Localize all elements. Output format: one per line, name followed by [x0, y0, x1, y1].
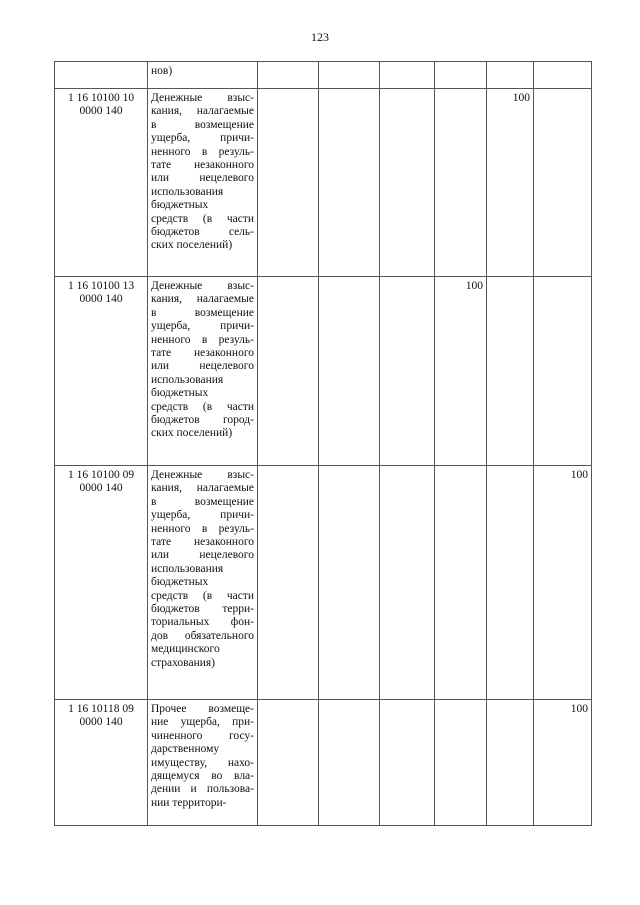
revenue-name-cell [148, 700, 258, 826]
name-line: ненного в резуль- [151, 333, 254, 346]
budget-code-cell: 1 16 10100 10 0000 140 [55, 89, 148, 277]
value-cell [534, 277, 592, 466]
name-line: бюджетов сель- [151, 226, 254, 239]
value-cell [380, 62, 435, 89]
value-cell [534, 62, 592, 89]
value-cell [258, 700, 319, 826]
name-line: средств (в части [151, 589, 254, 602]
name-line: Прочее возмеще- [151, 703, 254, 715]
name-line: ненного в резуль- [151, 145, 254, 158]
name-line: Денежные взыс- [151, 280, 254, 292]
value-cell: 100 [534, 466, 592, 700]
name-line: бюджетов город- [151, 414, 254, 427]
table-row [55, 62, 592, 89]
name-line: тате незаконного [151, 159, 254, 172]
name-line: дящемуся во вла- [151, 770, 254, 783]
value-cell [435, 700, 487, 826]
value-cell [534, 89, 592, 277]
name-line: бюджетных [151, 387, 209, 400]
budget-code-cell: 1 16 10118 09 0000 140 [55, 700, 148, 826]
value-cell: 100 [487, 89, 534, 277]
name-line: страхования) [151, 656, 215, 669]
name-line: медицинского [151, 643, 220, 656]
name-line: или нецелевого [151, 360, 254, 373]
budget-code-cell: 1 16 10100 13 0000 140 [55, 277, 148, 466]
value-cell [319, 277, 380, 466]
name-line: средств (в части [151, 212, 254, 225]
name-line: ненного в резуль- [151, 522, 254, 535]
name-line: ущерба, причи- [151, 132, 254, 145]
name-line: дении и пользова- [151, 783, 254, 796]
revenue-name-cell [148, 466, 258, 700]
name-line: использования [151, 373, 224, 386]
name-line: нов) [151, 65, 173, 77]
table-body [55, 62, 592, 826]
value-cell [487, 466, 534, 700]
revenue-table [54, 61, 592, 826]
table-row [55, 277, 592, 466]
name-line: дарственному [151, 743, 220, 756]
value-cell: 100 [435, 277, 487, 466]
value-cell [380, 466, 435, 700]
value-cell [487, 700, 534, 826]
value-cell [258, 466, 319, 700]
name-line: в возмещение [151, 118, 254, 131]
value-cell [319, 466, 380, 700]
value-cell [487, 62, 534, 89]
name-line: ских поселений) [151, 239, 233, 252]
value-cell [258, 62, 319, 89]
name-line: Денежные взыс- [151, 469, 254, 481]
name-line: чиненного госу- [151, 729, 254, 742]
value-cell [319, 700, 380, 826]
name-line: имуществу, нахо- [151, 756, 254, 769]
page-number: 123 [311, 30, 329, 44]
revenue-name-cell [148, 277, 258, 466]
name-line: нии территори- [151, 796, 227, 809]
value-cell [435, 62, 487, 89]
value-cell [319, 62, 380, 89]
value-cell [435, 466, 487, 700]
name-line: использования [151, 185, 224, 198]
name-line: кания, налагаемые [151, 105, 254, 118]
name-line: ских поселений) [151, 427, 233, 440]
value-cell [258, 89, 319, 277]
name-line: ущерба, причи- [151, 320, 254, 333]
name-line: ущерба, причи- [151, 509, 254, 522]
name-line: бюджетов терри- [151, 603, 254, 616]
revenue-name-cell [148, 62, 258, 89]
name-line: кания, налагаемые [151, 482, 254, 495]
revenue-name-cell [148, 89, 258, 277]
name-line: тате незаконного [151, 536, 254, 549]
name-line: дов обязательного [151, 629, 254, 642]
budget-code-cell [55, 62, 148, 89]
name-line: ние ущерба, при- [151, 716, 254, 729]
name-line: в возмещение [151, 495, 254, 508]
name-line: использования [151, 562, 224, 575]
name-line: бюджетных [151, 576, 209, 589]
value-cell: 100 [534, 700, 592, 826]
value-cell [380, 89, 435, 277]
name-line: средств (в части [151, 400, 254, 413]
table-row [55, 700, 592, 826]
name-line: тате незаконного [151, 347, 254, 360]
value-cell [319, 89, 380, 277]
value-cell [380, 700, 435, 826]
table-row [55, 89, 592, 277]
name-line: кания, налагаемые [151, 293, 254, 306]
value-cell [380, 277, 435, 466]
table-row [55, 466, 592, 700]
value-cell [258, 277, 319, 466]
name-line: бюджетных [151, 199, 209, 212]
budget-code-cell: 1 16 10100 09 0000 140 [55, 466, 148, 700]
value-cell [435, 89, 487, 277]
name-line: или нецелевого [151, 172, 254, 185]
name-line: или нецелевого [151, 549, 254, 562]
name-line: ториальных фон- [151, 616, 254, 629]
value-cell [487, 277, 534, 466]
name-line: Денежные взыс- [151, 92, 254, 104]
name-line: в возмещение [151, 306, 254, 319]
